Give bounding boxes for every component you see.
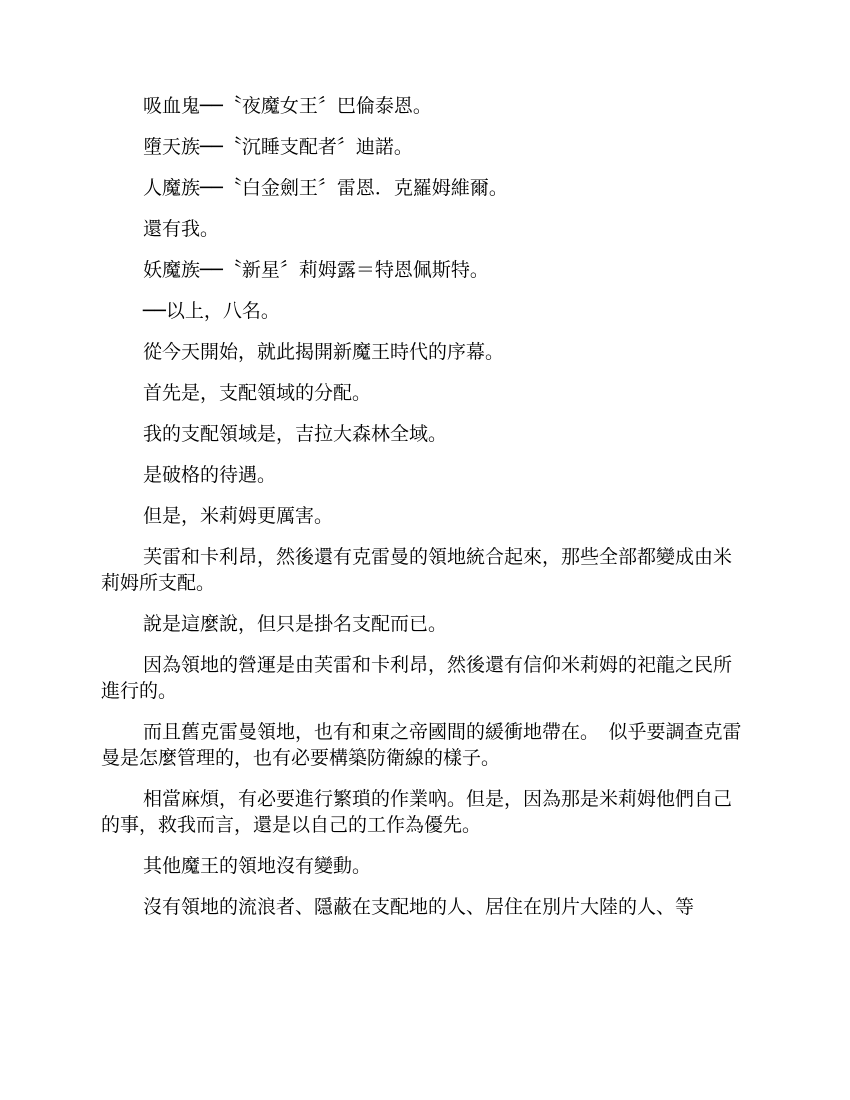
paragraph: 我的支配領域是，吉拉大森林全域。 [143,423,448,445]
paragraph: 但是，米莉姆更厲害。 [143,505,334,527]
paragraph: 是破格的待遇。 [143,464,277,486]
paragraph: 人魔族──〝白金劍王〞雷恩．克羅姆維爾。 [143,177,508,199]
paragraph: ──以上，八名。 [143,300,280,322]
paragraph: 吸血鬼──〝夜魔女王〞巴倫泰恩。 [143,95,432,117]
paragraph: 其他魔王的領地沒有變動。 [143,855,372,877]
paragraph: 從今天開始，就此揭開新魔王時代的序幕。 [143,341,505,363]
paragraph: 芙雷和卡利昂，然後還有克雷曼的領地統合起來，那些全部都變成由米莉姆所支配。 [101,546,733,594]
paragraph: 相當麻煩，有必要進行繁瑣的作業吶。但是，因為那是米莉姆他們自己的事，救我而言，還是以自己的工作為優先。 [101,788,733,836]
paragraph: 首先是，支配領域的分配。 [143,382,372,404]
paragraph: 而且舊克雷曼領地，也有和東之帝國間的緩衝地帶在。 似乎要調查克雷曼是怎麼管理的，也有必要構築防衛線的樣子。 [101,721,742,769]
paragraph: 沒有領地的流浪者、隱蔽在支配地的人、居住在別片大陸的人、等 [143,896,695,918]
paragraph: 妖魔族──〝新星〞莉姆露＝特恩佩斯特。 [143,259,489,281]
paragraph: 墮天族──〝沉睡支配者〞迪諾。 [143,136,413,158]
document-page [101,93,749,935]
paragraph: 因為領地的營運是由芙雷和卡利昂，然後還有信仰米莉姆的祀龍之民所進行的。 [101,654,733,702]
paragraph: 還有我。 [143,218,220,240]
paragraph: 說是這麼說，但只是掛名支配而已。 [143,613,448,635]
